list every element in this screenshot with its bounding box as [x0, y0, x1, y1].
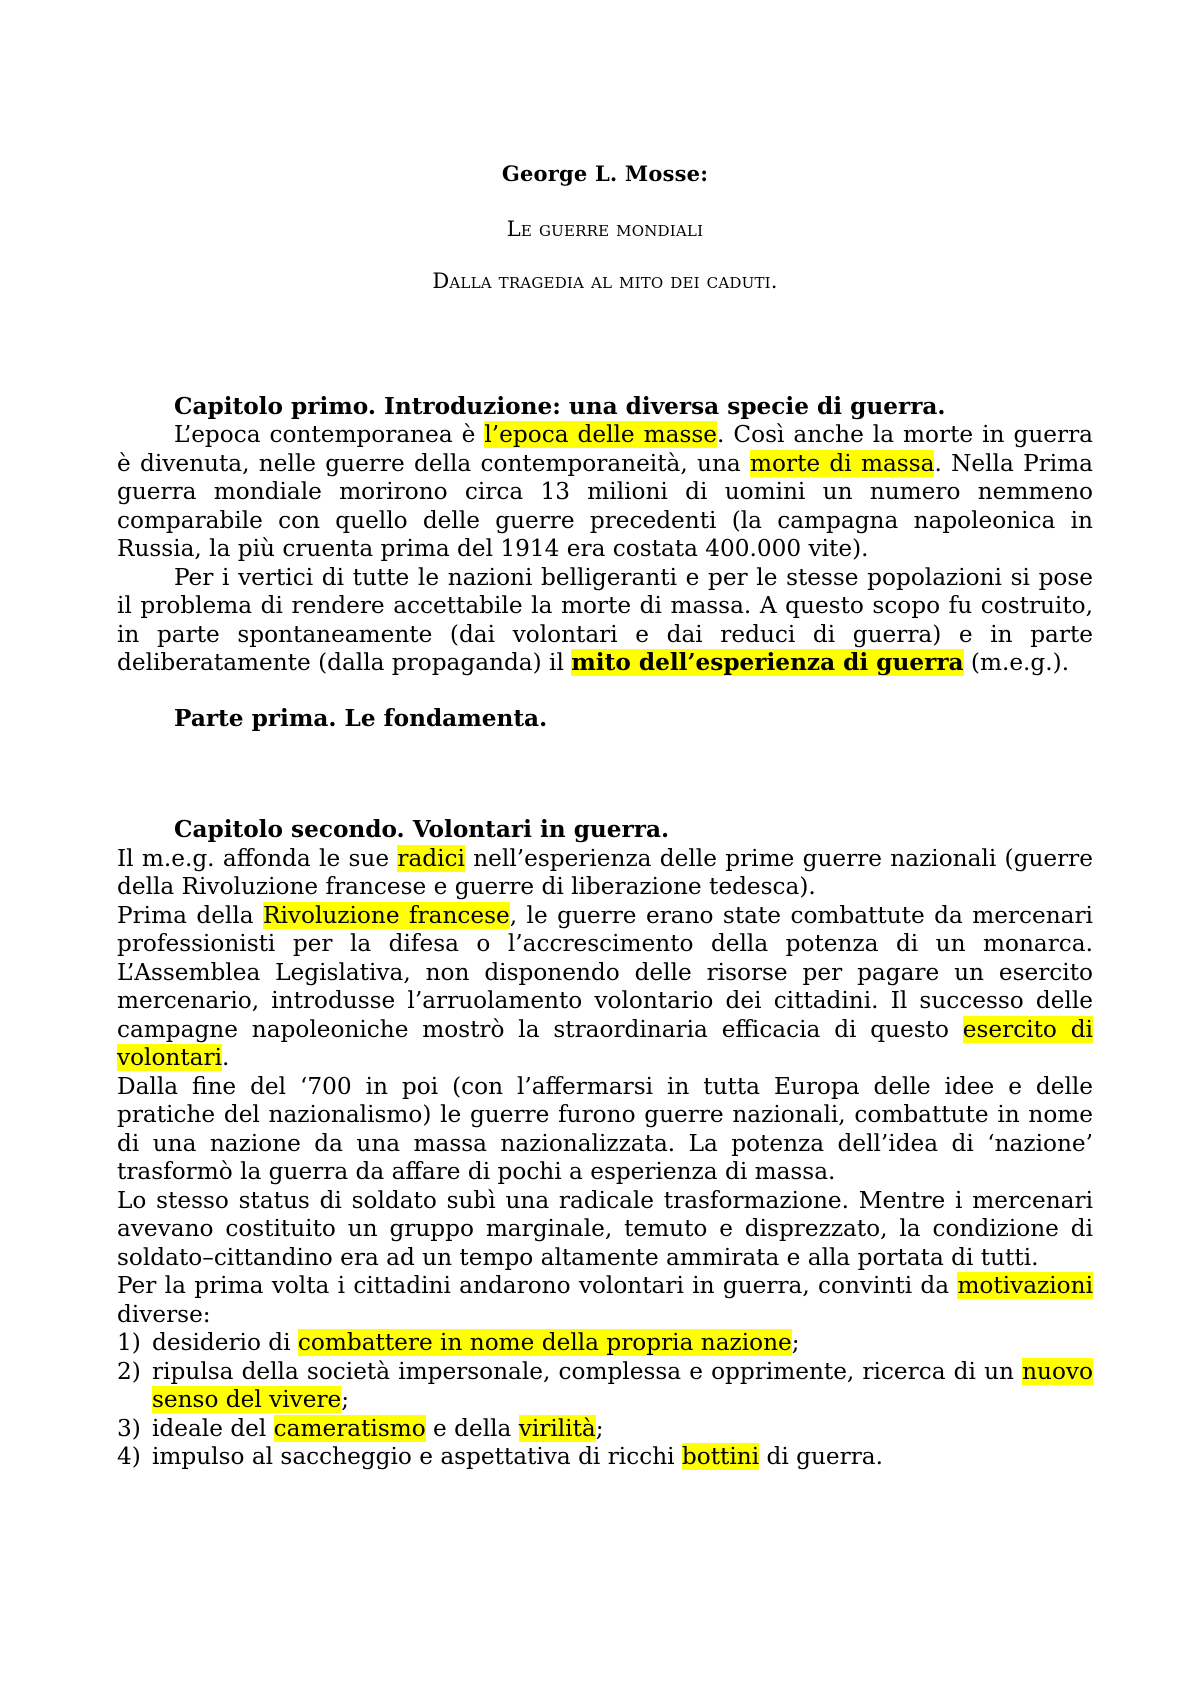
text-run: . — [222, 1044, 230, 1071]
highlight: l’epoca delle masse — [484, 421, 717, 448]
list-item — [117, 1358, 1093, 1415]
text-run: , le guerre erano state combattute da mercenari professionisti per la difesa o l’accrescimento della potenza di un monarca. L’Assemblea Legislativa, non disponendo delle risorse per pagare un esercito mercenario, introdusse l’arruolamento volontario dei cittadini. Il successo delle campagne napoleoniche mostrò la straordinaria efficacia di questo — [117, 901, 1093, 1043]
list-number: 3) — [117, 1414, 141, 1442]
text-run: . Così anche la morte in guerra è divenuta, nelle guerre della contemporaneità, una — [117, 421, 1093, 477]
chapter1-paragraph-1 — [117, 421, 1093, 564]
text-run: ideale del — [152, 1414, 274, 1442]
text-run: ; — [791, 1329, 800, 1356]
document-title: Le guerre mondiali — [506, 216, 704, 241]
list-item — [117, 1443, 1093, 1472]
text-run: (m.e.g.). — [963, 649, 1070, 676]
text-run: nell’esperienza delle prime guerre nazionali (guerre della Rivoluzione francese e guerre di liberazione tedesca). — [117, 844, 1093, 900]
text-run: Prima della — [117, 901, 264, 929]
part1-heading: Parte prima. Le fondamenta. — [174, 704, 548, 732]
chapter1-paragraph-2 — [117, 564, 1093, 678]
text-run: . Nella Prima guerra mondiale morirono circa 13 milioni di uomini un numero nemmeno comparabile con quello delle guerre precedenti (la campagna napoleonica in Russia, la più cruenta prima del 1914 era costata 400.000 vite). — [117, 449, 1093, 562]
highlight: mito dell’esperienza di guerra — [571, 649, 964, 676]
author-name: George L. Mosse: — [501, 161, 709, 186]
text-run: L’epoca contemporanea è — [174, 421, 485, 448]
text-run: ; — [595, 1414, 604, 1442]
chapter2-paragraph-2 — [117, 902, 1093, 1073]
text-run: impulso al saccheggio e aspettativa di ricchi — [152, 1443, 682, 1470]
list-item — [117, 1329, 1093, 1358]
highlight: cameratismo — [273, 1414, 426, 1442]
chapter2-heading: Capitolo secondo. Volontari in guerra. — [174, 816, 670, 843]
text-run: desiderio di — [152, 1329, 298, 1356]
list-number: 2) — [117, 1357, 141, 1385]
text-run: di guerra. — [759, 1443, 884, 1470]
list-number: 1) — [117, 1329, 141, 1356]
highlight: bottini — [681, 1443, 760, 1470]
motivations-list — [117, 1329, 1093, 1472]
text-run: e della — [425, 1414, 519, 1442]
chapter1-heading: Capitolo primo. Introduzione: una diversa specie di guerra. — [174, 392, 946, 420]
list-item — [117, 1415, 1093, 1444]
document-subtitle: Dalla tragedia al mito dei caduti. — [432, 269, 778, 293]
chapter2-paragraph-3: Dalla fine del ‘700 in poi (con l’affermarsi in tutta Europa delle idee e delle pratiche del nazionalismo) le guerre furono guerre nazionali, combattute in nome di una nazione da una massa nazionalizzata. La potenza dell’idea di ‘nazione’ trasformò la guerra da affare di pochi a esperienza di massa. — [117, 1072, 1093, 1185]
document-page — [117, 160, 1093, 1472]
text-run: ; — [341, 1386, 350, 1413]
highlight: combattere in nome della propria nazione — [297, 1329, 792, 1356]
text-run: Il m.e.g. affonda le sue — [117, 844, 398, 872]
highlight: esercito di volontari — [117, 1015, 1093, 1071]
text-run: diverse: — [117, 1300, 211, 1328]
chapter2-paragraph-5 — [117, 1272, 1093, 1329]
highlight: Rivoluzione francese — [263, 901, 510, 929]
highlight: nuovo senso del vivere — [152, 1357, 1093, 1413]
text-run: ripulsa della società impersonale, complessa e opprimente, ricerca di un — [152, 1357, 1023, 1385]
highlight: radici — [397, 844, 465, 872]
text-run: Per i vertici di tutte le nazioni belligeranti e per le stesse popolazioni si pose il problema di rendere accettabile la morte di massa. A questo scopo fu costruito, in parte spontaneamente (dai volontari e dai reduci di guerra) e in parte deliberatamente (dalla propaganda) il — [117, 563, 1093, 676]
text-run: Per la prima volta i cittadini andarono volontari in guerra, convinti da — [117, 1272, 958, 1299]
chapter2-paragraph-1 — [117, 845, 1093, 902]
list-number: 4) — [117, 1443, 141, 1470]
highlight: motivazioni — [957, 1272, 1093, 1299]
highlight: morte di massa — [750, 449, 935, 477]
highlight: virilità — [518, 1414, 596, 1442]
chapter2-paragraph-4: Lo stesso status di soldato subì una radicale trasformazione. Mentre i mercenari avevano costituito un gruppo marginale, temuto e disprezzato, la condizione di soldato–cittandino era ad un tempo altamente ammirata e alla portata di tutti. — [117, 1186, 1093, 1271]
